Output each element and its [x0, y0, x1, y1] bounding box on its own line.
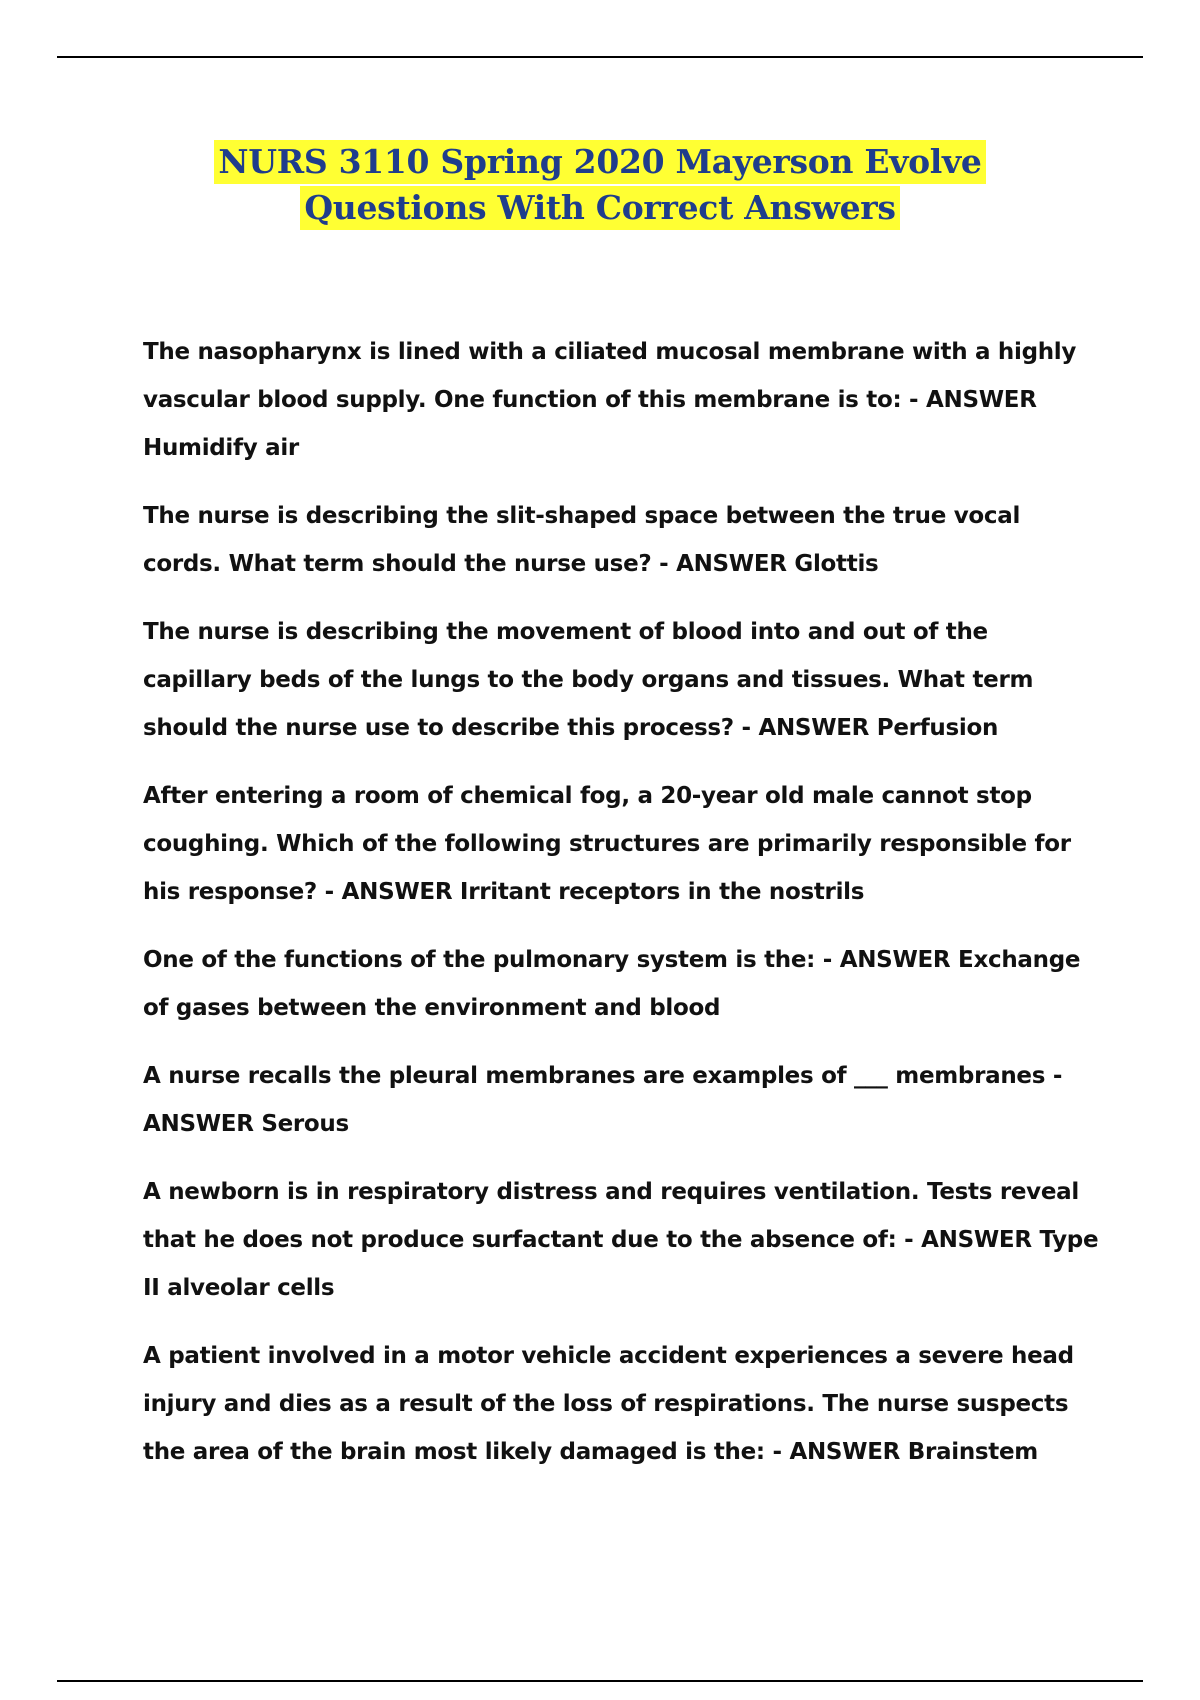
qa-item: A patient involved in a motor vehicle accident experiences a severe head injury and dies as a result of the loss of respirations. The nurse suspects the area of the brain most likely damaged is the: - ANSWER Brainstem [143, 1343, 1074, 1465]
qa-item: One of the functions of the pulmonary system is the: - ANSWER Exchange of gases between the environment and blood [143, 947, 1081, 1021]
title-line-1: NURS 3110 Spring 2020 Mayerson Evolve [214, 140, 985, 184]
bottom-rule [57, 1680, 1143, 1682]
title-line-2: Questions With Correct Answers [300, 186, 899, 230]
qa-item: A nurse recalls the pleural membranes are examples of ___ membranes - ANSWER Serous [143, 1063, 1063, 1137]
qa-item: After entering a room of chemical fog, a 20-year old male cannot stop coughing. Which of the following structures are primarily responsible for his response? - ANSWER Irritant receptors in the nostrils [143, 783, 1071, 905]
qa-item: A newborn is in respiratory distress and requires ventilation. Tests reveal that he does not produce surfactant due to the absence of: - ANSWER Type II alveolar cells [143, 1179, 1099, 1301]
qa-list [143, 328, 1103, 1496]
qa-item: The nurse is describing the slit-shaped space between the true vocal cords. What term should the nurse use? - ANSWER Glottis [143, 503, 1021, 577]
qa-item: The nurse is describing the movement of blood into and out of the capillary beds of the lungs to the body organs and tissues. What term should the nurse use to describe this process? - ANSWER Perfusion [143, 619, 1034, 741]
top-rule [57, 56, 1143, 58]
qa-item: The nasopharynx is lined with a ciliated mucosal membrane with a highly vascular blood supply. One function of this membrane is to: - ANSWER Humidify air [143, 339, 1077, 461]
document-title [0, 140, 1200, 230]
